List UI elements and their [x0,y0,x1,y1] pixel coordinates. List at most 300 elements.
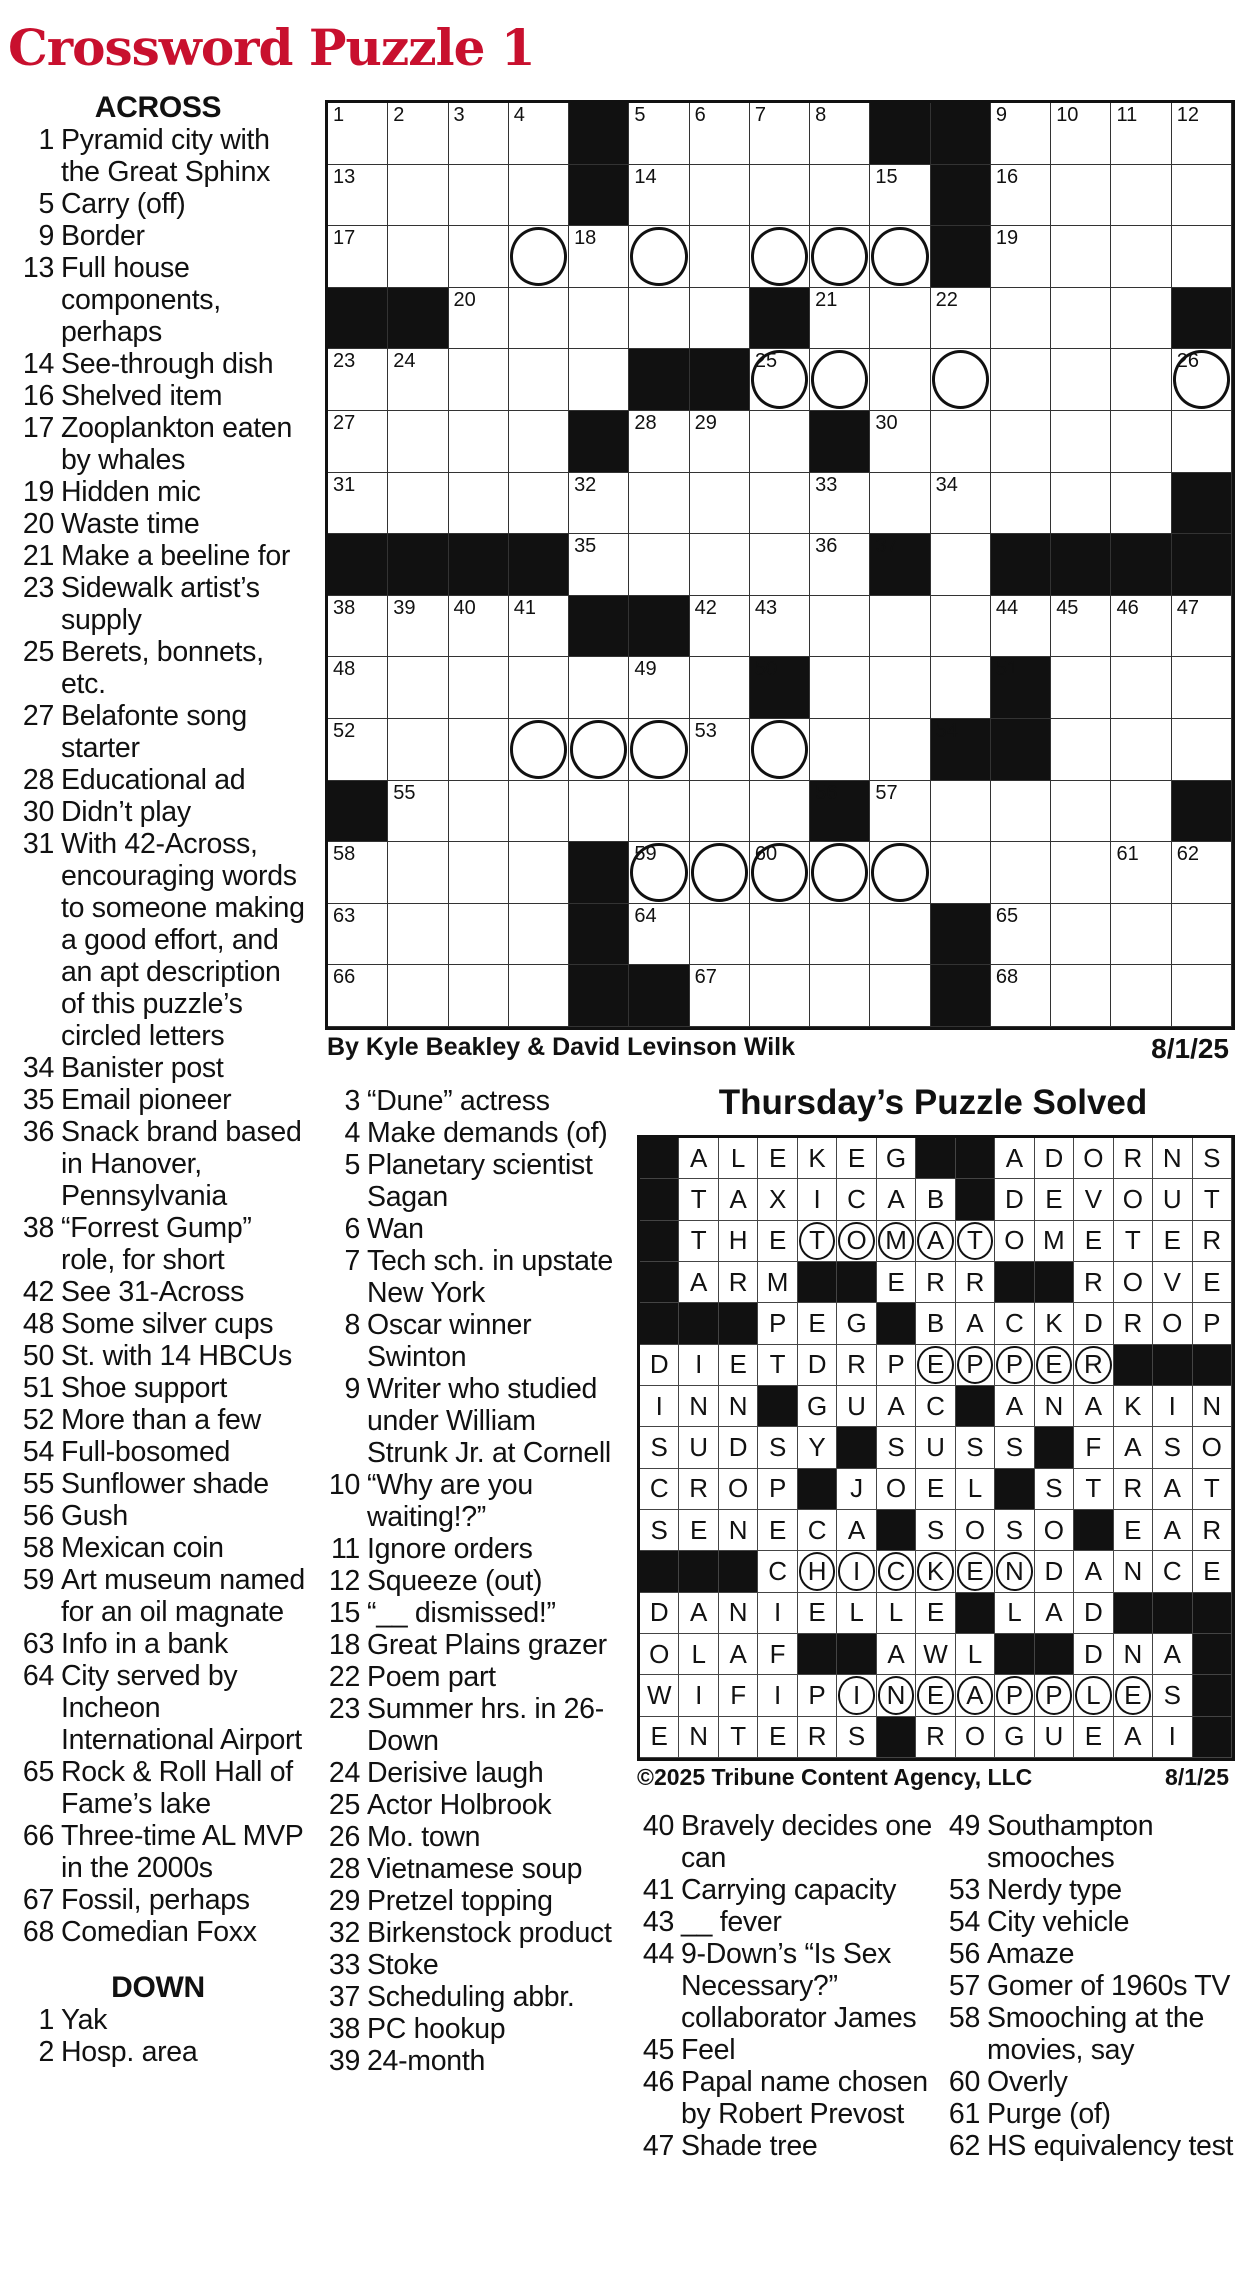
solved-letter: S [650,1514,668,1545]
cell-number: 13 [333,165,356,188]
grid-cell[interactable] [328,473,388,535]
clue-number: 42 [22,1276,54,1308]
grid-cell[interactable] [810,719,870,781]
cell-number: 34 [935,473,958,496]
grid-cell[interactable] [449,719,509,781]
grid-cell[interactable] [629,904,689,966]
solved-letter: P [966,1349,984,1380]
solved-cell [837,1179,876,1220]
grid-cell[interactable] [991,842,1051,904]
grid-cell[interactable] [750,411,810,473]
grid-cell[interactable] [1051,165,1111,227]
grid-cell[interactable] [991,904,1051,966]
clue-number: 60 [948,2066,980,2098]
clue-text: Writer who studied under William Strunk Jr. at Cornell [367,1373,611,1469]
grid-cell[interactable] [870,288,930,350]
grid-cell[interactable] [449,411,509,473]
black-square [640,1551,679,1592]
solved-letter: T [1124,1225,1141,1256]
solved-letter: S [1005,1514,1024,1545]
cell-number: 39 [393,596,416,619]
circle-marker [871,843,928,902]
grid-cell[interactable] [1172,719,1232,781]
grid-cell[interactable] [629,842,689,904]
grid-cell[interactable] [629,473,689,535]
grid-cell[interactable] [509,226,569,288]
solved-cell [1114,1675,1153,1716]
grid-cell[interactable] [388,473,448,535]
grid-cell[interactable] [569,349,629,411]
grid-cell[interactable] [449,781,509,843]
grid-cell[interactable] [449,288,509,350]
grid-cell[interactable] [509,103,569,165]
clue-number: 13 [22,252,54,284]
grid-cell[interactable] [328,596,388,658]
circle-marker [751,227,808,286]
grid-cell[interactable] [870,411,930,473]
grid-cell[interactable] [629,534,689,596]
grid-cell[interactable] [1172,226,1232,288]
grid-cell[interactable] [1172,103,1232,165]
solved-cell [1193,1138,1232,1179]
grid-cell[interactable] [991,165,1051,227]
grid-cell[interactable] [328,411,388,473]
grid-cell[interactable] [991,781,1051,843]
crossword-grid[interactable] [325,100,1235,1030]
grid-cell[interactable] [750,842,810,904]
grid-cell[interactable] [690,965,750,1027]
grid-cell[interactable] [991,473,1051,535]
grid-cell[interactable] [449,165,509,227]
grid-cell[interactable] [690,226,750,288]
cell-number: 48 [333,658,356,681]
grid-cell[interactable] [870,349,930,411]
down-clue-41 [632,1874,932,1906]
grid-cell[interactable] [1172,165,1232,227]
solved-letter: A [729,1638,747,1669]
solved-letter: R [1202,1225,1222,1256]
grid-cell[interactable] [328,349,388,411]
grid-cell[interactable] [1111,288,1171,350]
grid-cell[interactable] [328,904,388,966]
grid-cell[interactable] [1111,965,1171,1027]
solved-cell [956,1551,995,1592]
solved-letter: O [1004,1225,1025,1256]
clue-number: 24 [328,1757,360,1789]
solved-letter: A [1084,1390,1103,1421]
grid-cell[interactable] [931,657,991,719]
grid-cell[interactable] [750,226,810,288]
across-clue-27 [8,700,308,764]
grid-cell[interactable] [1172,657,1232,719]
grid-cell[interactable] [509,781,569,843]
grid-cell[interactable] [810,904,870,966]
solved-cell [877,1634,916,1675]
clue-number: 12 [328,1565,360,1597]
cell-number: 23 [333,350,356,373]
solved-cell [995,1717,1034,1758]
grid-cell[interactable] [328,226,388,288]
grid-cell[interactable] [690,165,750,227]
grid-cell[interactable] [750,165,810,227]
grid-cell[interactable] [569,473,629,535]
grid-cell[interactable] [1051,781,1111,843]
grid-cell[interactable] [810,842,870,904]
grid-cell[interactable] [991,103,1051,165]
grid-cell[interactable] [388,657,448,719]
grid-cell[interactable] [509,965,569,1027]
solved-letter: P [808,1679,826,1710]
grid-cell[interactable] [931,596,991,658]
grid-cell[interactable] [991,411,1051,473]
solved-cell [1074,1179,1113,1220]
clue-number: 26 [328,1821,360,1853]
clue-text: “Dune” actress [367,1085,550,1117]
clue-text: Sunflower shade [61,1468,269,1500]
grid-cell[interactable] [870,596,930,658]
grid-cell[interactable] [870,473,930,535]
grid-cell[interactable] [931,349,991,411]
grid-cell[interactable] [991,349,1051,411]
grid-cell[interactable] [569,288,629,350]
across-clue-67 [8,1884,308,1916]
grid-cell[interactable] [1051,965,1111,1027]
grid-cell[interactable] [509,657,569,719]
solved-cell [719,1510,758,1551]
down-clue-57 [938,1970,1238,2002]
grid-cell[interactable] [569,719,629,781]
solved-puzzle-title: Thursday’s Puzzle Solved [718,1083,1148,1122]
grid-cell[interactable] [1111,165,1171,227]
grid-cell[interactable] [1051,226,1111,288]
grid-cell[interactable] [1051,904,1111,966]
grid-cell[interactable] [750,781,810,843]
grid-cell[interactable] [1051,842,1111,904]
down-clue-22 [318,1661,618,1693]
grid-cell[interactable] [509,719,569,781]
clue-text: Nerdy type [987,1874,1122,1906]
solved-letter: M [1043,1225,1065,1256]
solved-letter: R [728,1266,748,1297]
grid-cell[interactable] [931,781,991,843]
grid-cell[interactable] [870,904,930,966]
down-clue-38 [318,2013,618,2045]
grid-cell[interactable] [750,349,810,411]
grid-cell[interactable] [509,411,569,473]
grid-cell[interactable] [1111,226,1171,288]
clue-number: 39 [328,2045,360,2077]
clue-number: 53 [948,1874,980,1906]
black-square [877,1717,916,1758]
clue-text: Summer hrs. in 26-Down [367,1693,604,1757]
clue-text: Stoke [367,1949,439,1981]
grid-cell[interactable] [509,165,569,227]
down-clue-49 [938,1810,1238,1874]
grid-cell[interactable] [870,226,930,288]
solved-cell [837,1551,876,1592]
black-square [870,534,930,596]
grid-cell[interactable] [690,534,750,596]
solved-letter: S [768,1431,787,1462]
grid-cell[interactable] [1051,473,1111,535]
grid-cell[interactable] [690,596,750,658]
grid-cell[interactable] [690,781,750,843]
grid-cell[interactable] [1111,842,1171,904]
grid-cell[interactable] [810,657,870,719]
grid-cell[interactable] [1051,288,1111,350]
clue-text: Vietnamese soup [367,1853,583,1885]
grid-cell[interactable] [629,781,689,843]
grid-cell[interactable] [810,349,870,411]
black-square [640,1221,679,1262]
grid-cell[interactable] [388,842,448,904]
black-square [837,1634,876,1675]
grid-cell[interactable] [1051,719,1111,781]
grid-cell[interactable] [388,349,448,411]
grid-cell[interactable] [870,165,930,227]
grid-cell[interactable] [690,103,750,165]
grid-cell[interactable] [931,411,991,473]
black-square [328,781,388,843]
grid-cell[interactable] [690,411,750,473]
grid-cell[interactable] [1051,657,1111,719]
grid-cell[interactable] [690,842,750,904]
grid-cell[interactable] [1051,596,1111,658]
solved-letter: N [1123,1555,1143,1586]
grid-cell[interactable] [1051,103,1111,165]
grid-cell[interactable] [750,719,810,781]
black-square [750,288,810,350]
solved-letter: A [1163,1638,1181,1669]
grid-cell[interactable] [449,103,509,165]
grid-cell[interactable] [1111,657,1171,719]
grid-cell[interactable] [870,781,930,843]
grid-cell[interactable] [991,288,1051,350]
solved-cell [758,1551,797,1592]
grid-cell[interactable] [870,965,930,1027]
grid-cell[interactable] [328,965,388,1027]
clue-number: 56 [22,1500,54,1532]
grid-cell[interactable] [449,965,509,1027]
grid-cell[interactable] [1111,904,1171,966]
grid-cell[interactable] [328,657,388,719]
down-clue-6 [318,1213,618,1245]
black-square [931,226,991,288]
solved-cell [1193,1221,1232,1262]
grid-cell[interactable] [328,842,388,904]
cell-number: 51 [995,658,1019,681]
grid-cell[interactable] [870,719,930,781]
grid-cell[interactable] [388,965,448,1027]
solved-letter: E [1163,1225,1181,1256]
cell-number: 68 [995,966,1019,989]
clue-text: HS equivalency test [987,2130,1234,2162]
clue-text: 24-month [367,2045,486,2077]
grid-cell[interactable] [931,288,991,350]
grid-cell[interactable] [690,719,750,781]
grid-cell[interactable] [690,904,750,966]
solved-letter: S [887,1431,905,1462]
grid-cell[interactable] [449,657,509,719]
solved-cell [1114,1551,1153,1592]
grid-cell[interactable] [449,473,509,535]
grid-cell[interactable] [750,965,810,1027]
grid-cell[interactable] [870,657,930,719]
solved-letter: K [1124,1390,1142,1421]
grid-cell[interactable] [388,103,448,165]
grid-cell[interactable] [509,349,569,411]
grid-cell[interactable] [690,473,750,535]
grid-cell[interactable] [1172,349,1232,411]
solved-cell [1114,1138,1153,1179]
grid-cell[interactable] [629,165,689,227]
grid-cell[interactable] [810,534,870,596]
grid-cell[interactable] [388,596,448,658]
clue-number: 45 [642,2034,674,2066]
grid-cell[interactable] [810,288,870,350]
grid-cell[interactable] [1172,965,1232,1027]
grid-cell[interactable] [1172,904,1232,966]
black-square [690,349,750,411]
solved-letter: A [966,1307,984,1338]
grid-cell[interactable] [750,904,810,966]
grid-cell[interactable] [810,596,870,658]
grid-cell[interactable] [810,473,870,535]
grid-cell[interactable] [1111,103,1171,165]
grid-cell[interactable] [750,473,810,535]
grid-cell[interactable] [1051,411,1111,473]
grid-cell[interactable] [569,226,629,288]
grid-cell[interactable] [1111,349,1171,411]
grid-cell[interactable] [690,288,750,350]
grid-cell[interactable] [810,965,870,1027]
solved-letter: A [926,1225,945,1256]
solved-cell [1193,1427,1232,1468]
across-clue-58 [8,1532,308,1564]
grid-cell[interactable] [629,103,689,165]
grid-cell[interactable] [1172,842,1232,904]
grid-cell[interactable] [449,349,509,411]
grid-cell[interactable] [328,719,388,781]
grid-cell[interactable] [1051,349,1111,411]
grid-cell[interactable] [931,842,991,904]
grid-cell[interactable] [810,165,870,227]
grid-cell[interactable] [328,165,388,227]
solved-cell [798,1551,837,1592]
solved-cell [1035,1386,1074,1427]
grid-cell[interactable] [388,781,448,843]
solved-letter: R [965,1266,985,1297]
solved-cell [1153,1221,1192,1262]
grid-cell[interactable] [1111,719,1171,781]
grid-cell[interactable] [1111,596,1171,658]
grid-cell[interactable] [1111,781,1171,843]
grid-cell[interactable] [449,226,509,288]
clue-number: 22 [328,1661,360,1693]
grid-cell[interactable] [1172,596,1232,658]
grid-cell[interactable] [509,596,569,658]
cell-number: 28 [634,411,657,434]
grid-cell[interactable] [328,103,388,165]
solved-cell [719,1593,758,1634]
grid-cell[interactable] [810,103,870,165]
solved-cell [1035,1303,1074,1344]
grid-cell[interactable] [388,904,448,966]
grid-cell[interactable] [388,226,448,288]
grid-cell[interactable] [629,411,689,473]
grid-cell[interactable] [509,288,569,350]
grid-cell[interactable] [991,965,1051,1027]
solved-cell [640,1634,679,1675]
cell-number: 1 [333,104,345,126]
grid-cell[interactable] [569,657,629,719]
solved-letter: N [689,1721,709,1752]
grid-cell[interactable] [1111,473,1171,535]
grid-cell[interactable] [449,842,509,904]
grid-cell[interactable] [388,411,448,473]
grid-cell[interactable] [388,165,448,227]
grid-cell[interactable] [931,534,991,596]
grid-cell[interactable] [750,534,810,596]
down-clue-60 [938,2066,1238,2098]
grid-cell[interactable] [1111,411,1171,473]
cell-number: 30 [875,411,898,434]
grid-cell[interactable] [991,596,1051,658]
grid-cell[interactable] [629,288,689,350]
grid-cell[interactable] [569,534,629,596]
solved-letter: S [1045,1473,1063,1504]
grid-cell[interactable] [629,719,689,781]
clue-text: More than a few [61,1404,261,1436]
clue-text: Rock & Roll Hall of Fame’s lake [61,1756,293,1820]
grid-cell[interactable] [509,904,569,966]
grid-cell[interactable] [569,781,629,843]
grid-cell[interactable] [449,904,509,966]
clue-number: 38 [22,1212,54,1244]
grid-cell[interactable] [1172,411,1232,473]
solved-cell [1074,1138,1113,1179]
clue-number: 10 [328,1469,360,1501]
solved-puzzle-grid [637,1135,1235,1761]
grid-cell[interactable] [509,473,569,535]
grid-cell[interactable] [509,842,569,904]
black-square [931,965,991,1027]
grid-cell[interactable] [810,226,870,288]
cell-number: 56 [815,781,838,804]
cell-number: 66 [333,966,356,989]
across-clue-56 [8,1500,308,1532]
grid-cell[interactable] [449,596,509,658]
grid-cell[interactable] [870,842,930,904]
solved-letter: O [846,1225,867,1256]
solved-cell [916,1675,955,1716]
grid-cell[interactable] [931,473,991,535]
across-clue-52 [8,1404,308,1436]
across-clue-59 [8,1564,308,1628]
solved-cell [837,1221,876,1262]
solved-letter: E [1045,1183,1063,1214]
grid-cell[interactable] [750,103,810,165]
solved-letter: I [695,1679,703,1710]
grid-cell[interactable] [690,657,750,719]
grid-cell[interactable] [991,226,1051,288]
grid-cell[interactable] [629,226,689,288]
cell-number: 45 [1056,596,1079,619]
grid-cell[interactable] [750,596,810,658]
grid-cell[interactable] [629,657,689,719]
grid-cell[interactable] [388,719,448,781]
solved-letter: A [1005,1142,1024,1173]
